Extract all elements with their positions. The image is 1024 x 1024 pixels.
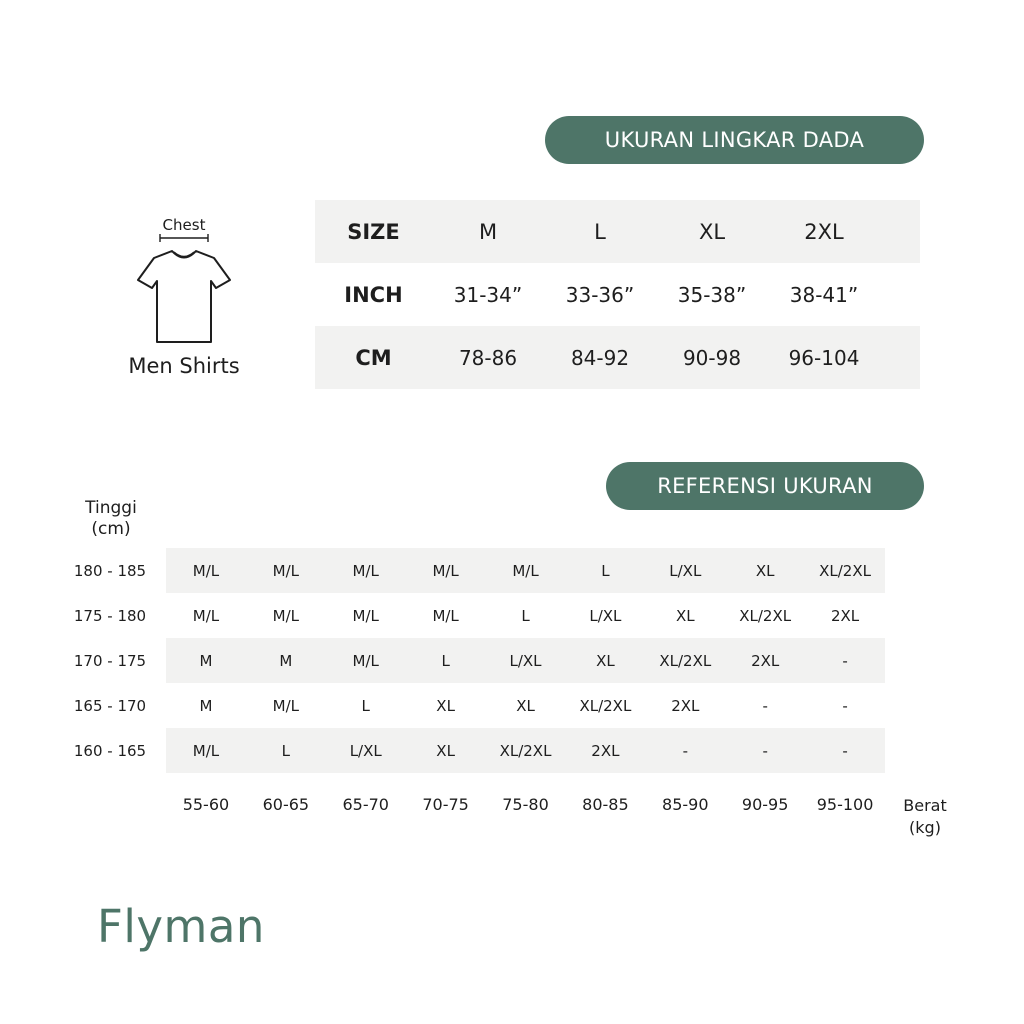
size-recommendation-cell: M [279,651,293,670]
inch-cell: 33-36” [565,282,635,307]
cm-cell: 78-86 [458,345,518,370]
height-axis-title-line1: Tinggi [85,498,137,518]
size-recommendation-cell: L/XL [589,606,622,625]
cm-cell: 96-104 [788,345,860,370]
garment-title: Men Shirts [128,354,240,378]
size-recommendation-cell: M/L [192,561,220,580]
size-recommendation-cell: M/L [432,606,459,625]
size-recommendation-cell: M [199,696,213,715]
chest-size-table [315,200,920,389]
size-recommendation-cell: L/XL [509,651,542,670]
row-header: INCH [344,282,403,307]
size-recommendation-cell: XL [596,651,615,670]
size-reference-header: REFERENSI UKURAN [606,462,924,510]
size-recommendation-cell: M/L [352,651,379,670]
cm-cell: 90-98 [682,345,742,370]
chest-size-header: UKURAN LINGKAR DADA [545,116,924,164]
size-recommendation-cell: XL/2XL [579,696,632,715]
height-label: 160 - 165 [73,741,147,760]
height-label: 180 - 185 [73,561,147,580]
size-recommendation-cell: XL [436,741,455,760]
size-recommendation-cell: M/L [512,561,539,580]
weight-label: 75-80 [502,795,549,814]
size-recommendation-cell: L [281,741,291,760]
weight-label: 80-85 [582,795,629,814]
weight-axis-title-line2: (kg) [909,818,941,837]
size-recommendation-cell: XL/2XL [739,606,792,625]
size-recommendation-cell: M [199,651,213,670]
weight-label: 70-75 [422,795,469,814]
reference-row [73,638,885,683]
size-recommendation-cell: - [842,696,848,715]
size-cell: XL [698,219,726,244]
size-recommendation-cell: XL/2XL [499,741,552,760]
weight-label: 55-60 [182,795,230,814]
size-cell: M [478,219,498,244]
size-recommendation-cell: M/L [272,606,300,625]
size-cell: L [594,219,606,244]
weight-axis [166,795,885,814]
size-recommendation-cell: XL/2XL [819,561,871,580]
weight-label: 90-95 [741,795,789,814]
weight-axis-title-line1: Berat [903,796,947,815]
height-label: 170 - 175 [73,651,147,670]
tshirt-icon [134,234,234,346]
height-axis-title [66,498,156,540]
weight-axis-title [893,795,957,839]
size-recommendation-cell: XL [675,606,695,625]
size-recommendation-cell: M/L [272,696,300,715]
size-recommendation-cell: M/L [272,561,300,580]
size-recommendation-cell: L/XL [349,741,382,760]
brand-logo: Flyman [97,900,265,953]
weight-label: 65-70 [342,795,389,814]
reference-row [73,683,885,728]
size-recommendation-cell: 2XL [591,741,620,760]
size-recommendation-cell: L [601,561,610,580]
height-axis-title-line2: (cm) [91,519,131,539]
size-recommendation-cell: 2XL [671,696,700,715]
size-recommendation-cell: L [521,606,530,625]
size-recommendation-cell: L [361,696,370,715]
inch-cell: 31-34” [453,282,523,307]
size-recommendation-cell: L/XL [669,561,702,580]
weight-label: 95-100 [816,795,874,814]
size-recommendation-cell: - [762,741,768,760]
height-label: 175 - 180 [73,606,147,625]
weight-label: 60-65 [262,795,310,814]
size-reference-grid [73,548,885,773]
size-recommendation-cell: L [441,651,450,670]
chest-row-size [315,200,920,263]
size-recommendation-cell: XL [755,561,775,580]
cm-cell: 84-92 [570,345,630,370]
chest-row-inch [315,263,920,326]
size-recommendation-cell: M/L [352,561,379,580]
size-recommendation-cell: XL [436,696,455,715]
chest-row-cm [315,326,920,389]
reference-row [73,548,885,593]
size-recommendation-cell: XL/2XL [659,651,712,670]
size-recommendation-cell: - [842,741,848,760]
row-header: SIZE [347,219,400,244]
size-recommendation-cell: XL [516,696,535,715]
inch-cell: 35-38” [677,282,747,307]
size-recommendation-cell: M/L [352,606,379,625]
size-recommendation-cell: M/L [192,606,220,625]
chest-label: Chest [162,216,206,234]
size-recommendation-cell: - [842,651,848,670]
size-recommendation-cell: 2XL [751,651,780,670]
height-label: 165 - 170 [73,696,147,715]
size-recommendation-cell: M/L [432,561,459,580]
size-recommendation-cell: - [682,741,688,760]
size-recommendation-cell: M/L [192,741,220,760]
reference-row [73,728,885,773]
inch-cell: 38-41” [789,282,859,307]
weight-label: 85-90 [662,795,709,814]
row-header: CM [355,345,392,370]
size-recommendation-cell: - [762,696,768,715]
size-recommendation-cell: 2XL [830,606,860,625]
reference-row [73,593,885,638]
size-cell: 2XL [804,219,844,244]
